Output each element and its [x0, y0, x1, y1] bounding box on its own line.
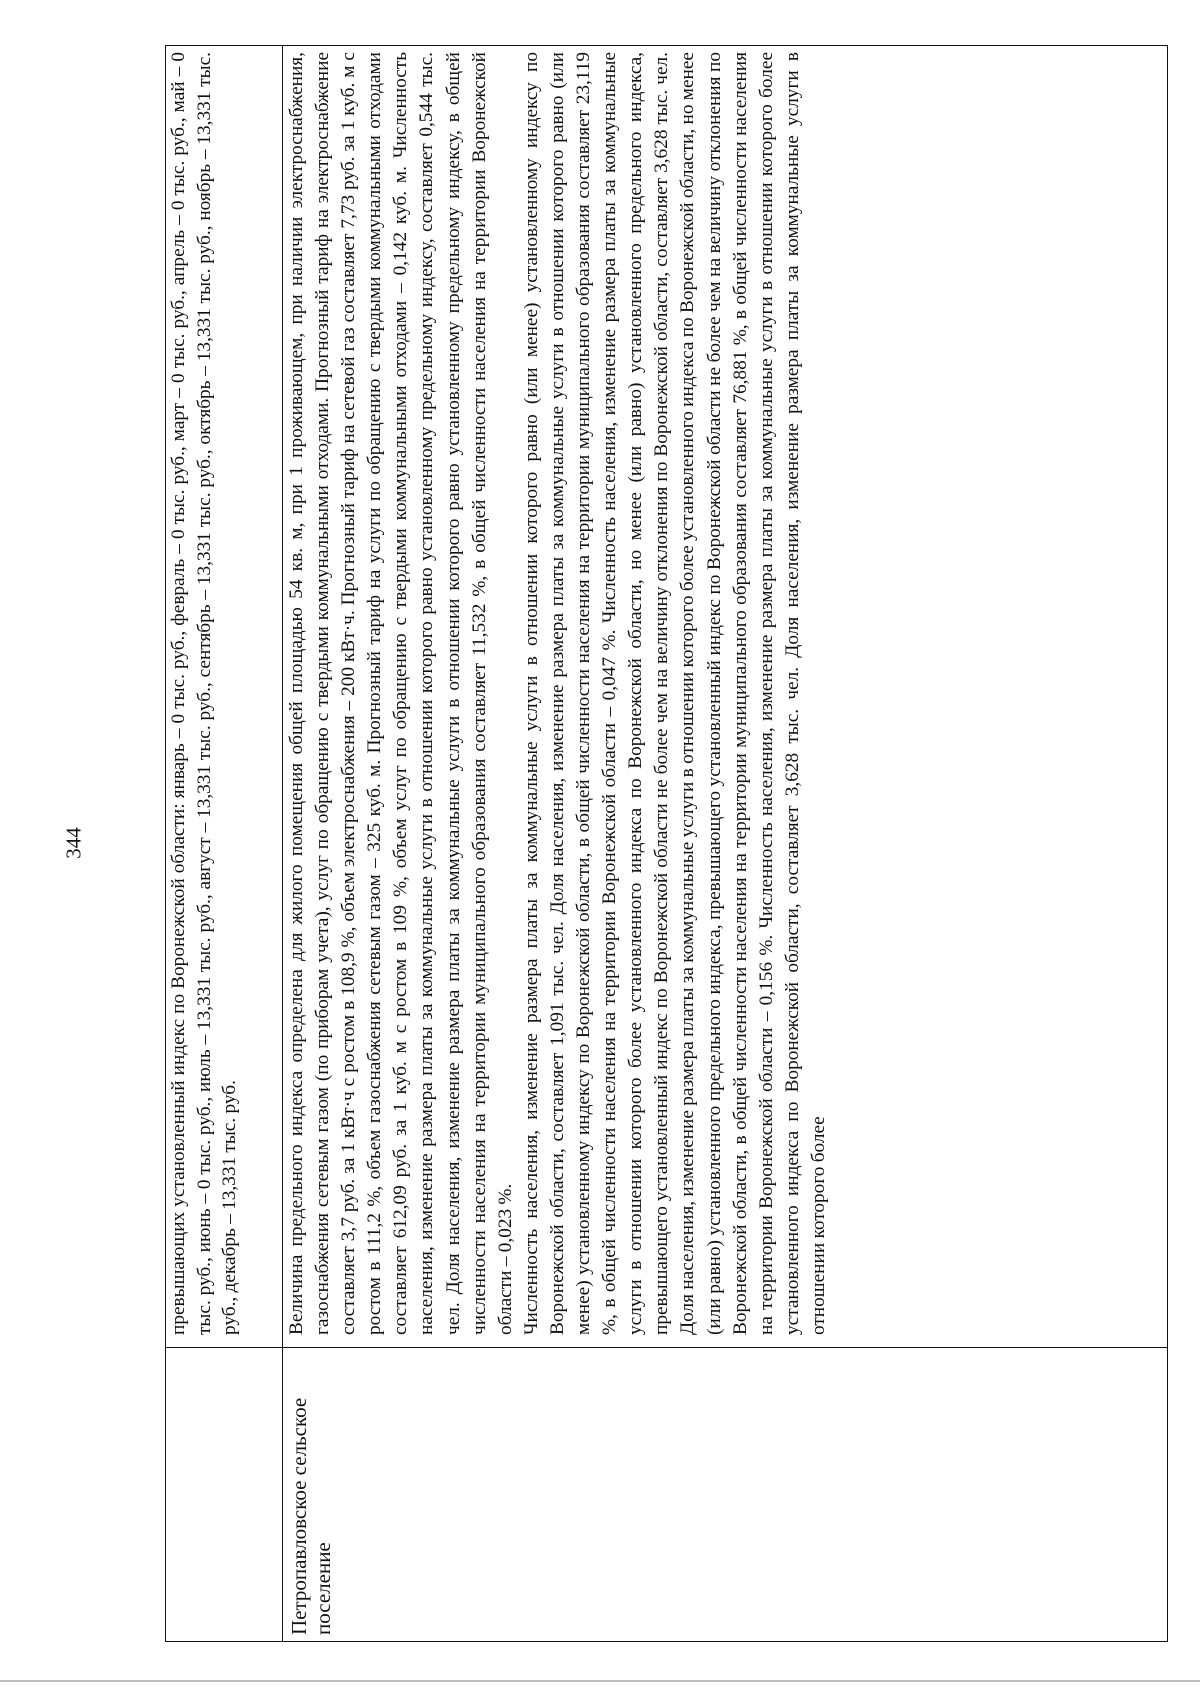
scan-bottom-rule: [0, 1680, 1200, 1682]
table-row: [283, 46, 1167, 1641]
settlement-name-cell: Петропавловское сельское поселение: [283, 1347, 1167, 1641]
rotated-table-container: [165, 45, 1168, 1642]
description-paragraph: Численность населения, изменение размера платы за коммунальные услуги в отношении которого равно (или менее) установленному индексу по Воронежской области, составляет 1,091 тыс. чел. Доля населения, изменение размера платы за коммунальные услуги в отношении которого равно (или менее) установленному индексу по Воронежской области, в общей численности населения на территории муниципального образования составляет 23,119 %, в общей численности населения на территории Воронежской области – 0,047 %. Численность населения, изменение размера платы за коммунальные услуги в отношении которого более установленного индекса по Воронежской области, но менее (или равно) установленного предельного индекса, превышающего установленный индекс по Воронежской области не более чем на величину отклонения по Воронежской области, составляет 3,628 тыс. чел. Доля населения, изменение размера платы за коммунальные услуги в отношении которого более установленного индекса по Воронежской области, но менее (или равно) установленного предельного индекса, превышающего установленный индекс по Воронежской области не более чем на величину отклонения по Воронежской области, в общей численности населения на территории муниципального образования составляет 76,881 %, в общей численности населения на территории Воронежской области – 0,156 %. Численность населения, изменение размера платы за коммунальные услуги в отношении которого более установленного индекса по Воронежской области, составляет 3,628 тыс. чел. Доля населения, изменение размера платы за коммунальные услуги в отношении которого более: [520, 52, 829, 1335]
description-cell: [283, 46, 1167, 1347]
description-cell: [166, 46, 282, 1347]
description-paragraph: превышающих установленный индекс по Воронежской области: январь – 0 тыс. руб., февраль – 0 тыс. руб., март – 0 тыс. руб., апрель – 0 тыс. руб., май – 0 тыс. руб., июнь – 0 тыс. руб., июль – 13,331 тыс. руб., август – 13,331 тыс. руб., сентябрь – 13,331 тыс. руб., октябрь – 13,331 тыс. руб., ноябрь – 13,331 тыс. руб., декабрь – 13,331 тыс. руб.: [168, 52, 240, 1335]
description-paragraph: Величина предельного индекса определена для жилого помещения общей площадью 54 кв. м, при 1 проживающем, при наличии электроснабжения, газоснабжения сетевым газом (по приборам учета), услуг по обращению с твердыми коммунальными отходами. Прогнозный тариф на электроснабжение составляет 3,7 руб. за 1 кВт·ч с ростом в 108,9 %, объем электроснабжения – 200 кВт·ч. Прогнозный тариф на сетевой газ составляет 7,73 руб. за 1 куб. м с ростом в 111,2 %, объем газоснабжения сетевым газом – 325 куб. м. Прогнозный тариф на услуги по обращению с твердыми коммунальными отходами составляет 612,09 руб. за 1 куб. м с ростом в 109 %, объем услуг по обращению с твердыми коммунальными отходами – 0,142 куб. м. Численность населения, изменение размера платы за коммунальные услуги в отношении которого равно установленному предельному индексу, составляет 0,544 тыс. чел. Доля населения, изменение размера платы за коммунальные услуги в отношении которого равно установленному предельному индексу, в общей численности населения на территории муниципального образования составляет 11,532 %, в общей численности населения на территории Воронежской области – 0,023 %.: [286, 52, 516, 1335]
table-row: [166, 46, 283, 1641]
settlement-name-cell: [166, 1347, 282, 1641]
page-number: 344: [61, 827, 86, 859]
tariff-table: [165, 45, 1168, 1642]
